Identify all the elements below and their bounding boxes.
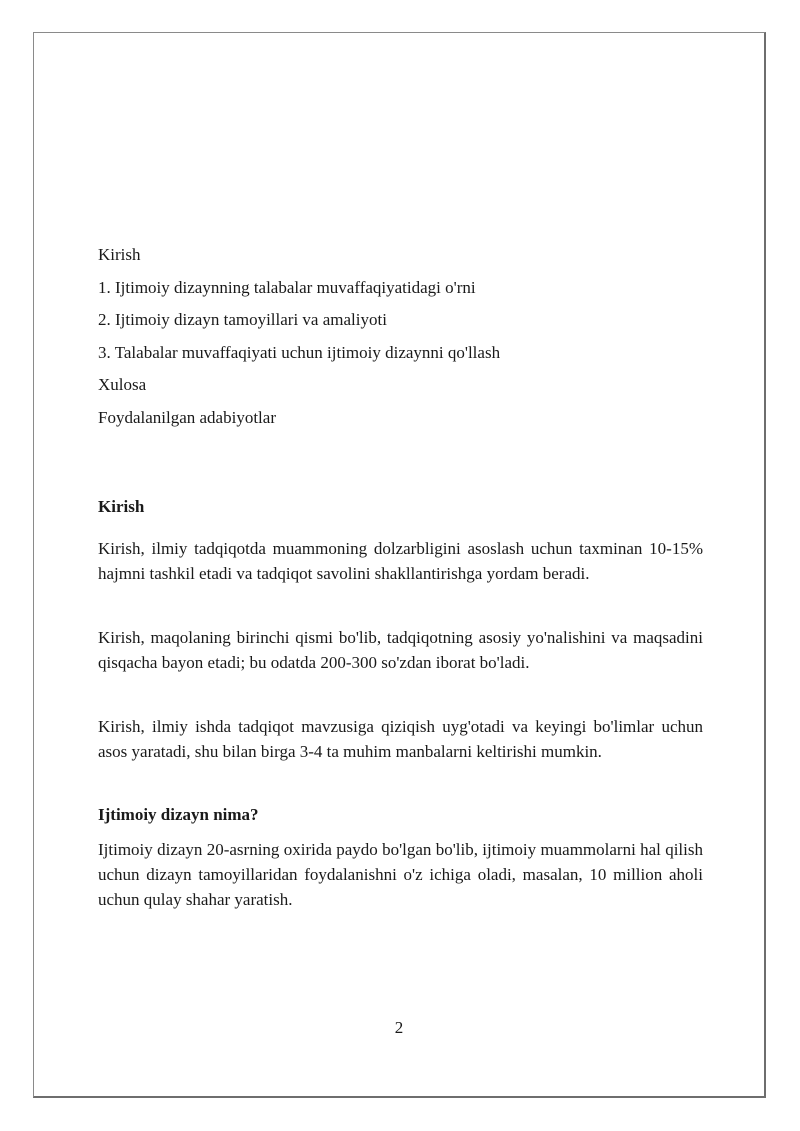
toc-item-conclusion: Xulosa <box>98 375 147 394</box>
toc-item-references: Foydalanilgan adabiyotlar <box>98 407 276 427</box>
toc-item-intro: Kirish <box>98 245 141 264</box>
design-paragraph: Ijtimoiy dizayn 20-asrning oxirida paydo bo'lgan bo'lib, ijtimoiy muammolarni hal qilish uchun dizayn tamoyillaridan foydalanishni o'z ichiga oladi, masalan, 10 million aholi uchun qulay shahar yaratish. <box>98 839 703 909</box>
intro-paragraph-2: Kirish, maqolaning birinchi qismi bo'lib, tadqiqotning asosiy yo'nalishini va maqsadini qisqacha bayon etadi; bu odatda 200-300 so'zdan iborat bo'ladi. <box>98 627 703 672</box>
intro-heading: Kirish <box>98 496 145 516</box>
page-content <box>98 242 703 912</box>
table-of-contents <box>98 242 703 430</box>
design-heading: Ijtimoiy dizayn nima? <box>98 804 259 824</box>
intro-paragraph-1: Kirish, ilmiy tadqiqotda muammoning dolzarbligini asoslash uchun taxminan 10-15% hajmni tashkil etadi va tadqiqot savolini shakllantirishga yordam beradi. <box>98 538 703 583</box>
intro-paragraph-3: Kirish, ilmiy ishda tadqiqot mavzusiga qiziqish uyg'otadi va keyingi bo'limlar uchun asos yaratadi, shu bilan birga 3-4 ta muhim manbalarni keltirishi mumkin. <box>98 716 703 761</box>
page-number: 2 <box>394 1018 404 1037</box>
toc-item-chapter-3: 3. Talabalar muvaffaqiyati uchun ijtimoiy dizaynni qo'llash <box>98 342 501 362</box>
document-page <box>33 32 766 1098</box>
toc-item-chapter-2: 2. Ijtimoiy dizayn tamoyillari va amaliyoti <box>98 310 387 329</box>
toc-item-chapter-1: 1. Ijtimoiy dizaynning talabalar muvaffaqiyatidagi o'rni <box>98 277 476 297</box>
